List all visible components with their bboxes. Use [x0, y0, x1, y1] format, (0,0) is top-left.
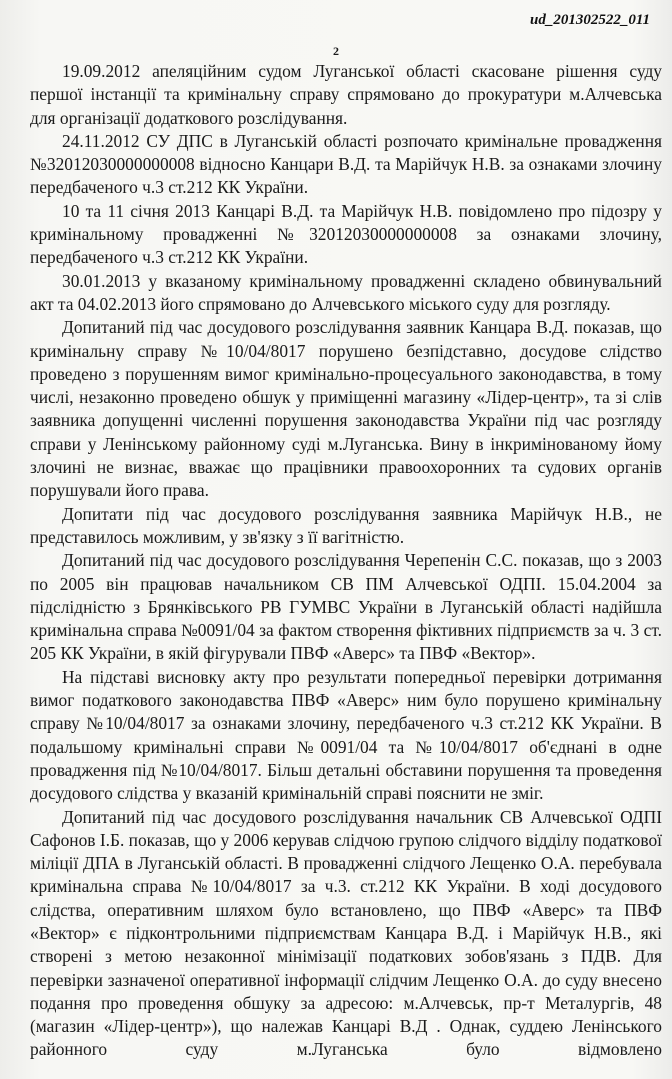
- paragraph: Допитаний під час досудового розслідування заявник Канцара В.Д. показав, що кримінальну справу №10/04/8017 порушено безпідставно, досудове слідство проведено з порушенням вимог кримінально-процесуального законодавства, в тому числі, незаконно проведено обшук у приміщенні магазину «Лідер-центр», та зі слів заявника допущенні численні порушення законодавства України під час розгляду справи у Ленінському районному суді м.Луганська. Вину в інкримінованому йому злочині не визнає, вважає що працівники правоохоронних та судових органів порушували його права.: [30, 317, 662, 501]
- paragraph: Допитаний під час досудового розслідування Черепенін С.С. показав, що з 2003 по 2005 він працював начальником СВ ПМ Алчевської ОДПІ. 15.04.2004 за підслідністю з Брянківського РВ ГУМВС України в Луганській області надійшла кримінальна справа №0091/04 за фактом створення фіктивних підприємств за ч. 3 ст. 205 КК України, в якій фігурували ПВФ «Аверс» та ПВФ «Вектор».: [30, 550, 662, 664]
- paragraph: На підставі висновку акту про результати попередньої перевірки дотримання вимог податкового законодавства ПВФ «Аверс» ним було порушено кримінальну справу №10/04/8017 за ознаками злочину, передбаченого ч.3 ст.212 КК України. В подальшому кримінальні справи №0091/04 та №10/04/8017 об'єднані в одне провадження під №10/04/8017. Більш детальні обставини порушення та проведення досудового слідства у вказаній кримінальній справі пояснити не зміг.: [30, 666, 662, 804]
- paragraph: Допитаний під час досудового розслідування начальник СВ Алчевської ОДПІ Сафонов І.Б. показав, що у 2006 керував слідчою групою слідчого відділу податкової міліції ДПА в Луганській області. В провадженні слідчого Лещенко О.А. перебувала кримінальна справа №10/04/8017 за ч.3. ст.212 КК України. В ході досудового слідства, оперативним шляхом було встановлено, що ПВФ «Аверс» та ПВФ «Вектор» є підконтрольними підприємствам Канцара В.Д. і Марійчук Н.В., які створені з метою незаконної мінімізації податкових зобов'язань з ПДВ. Для перевірки зазначеної оперативної інформації слідчим Лещенко О.А. до суду внесено подання про проведення обшуку за адресою: м.Алчевськ, пр-т Металургів, 48 (магазин «Лідер-центр»), що належав Канцарі В.Д . Однак, суддею Ленінського районного суду м.Луганська було відмовлено: [30, 806, 662, 1060]
- document-body: [30, 60, 662, 1062]
- paragraph: Допитати під час досудового розслідування заявника Марійчук Н.В., не представилось можливим, у зв'язку з її вагітністю.: [30, 503, 662, 547]
- page-number: 2: [333, 44, 339, 58]
- paragraph: 10 та 11 січня 2013 Канцарі В.Д. та Марійчук Н.В. повідомлено про підозру у кримінальному провадженні №32012030000000008 за ознаками злочину, передбаченого ч.3 ст.212 КК України.: [30, 200, 662, 268]
- paragraph: 19.09.2012 апеляційним судом Луганської області скасоване рішення суду першої інстанції та кримінальну справу спрямовано до прокуратури м.Алчевська для організації додаткового розслідування.: [30, 61, 662, 128]
- document-id: ud_201302522_011: [529, 12, 650, 28]
- paragraph: 30.01.2013 у вказаному кримінальному провадженні складено обвинувальний акт та 04.02.2013 його спрямовано до Алчевського міського суду для розгляду.: [30, 270, 662, 314]
- paragraph: 24.11.2012 СУ ДПС в Луганській області розпочато кримінальне провадження №32012030000000008 відносно Канцари В.Д. та Марійчук Н.В. за ознаками злочину передбаченого ч.3 ст.212 КК України.: [30, 130, 662, 198]
